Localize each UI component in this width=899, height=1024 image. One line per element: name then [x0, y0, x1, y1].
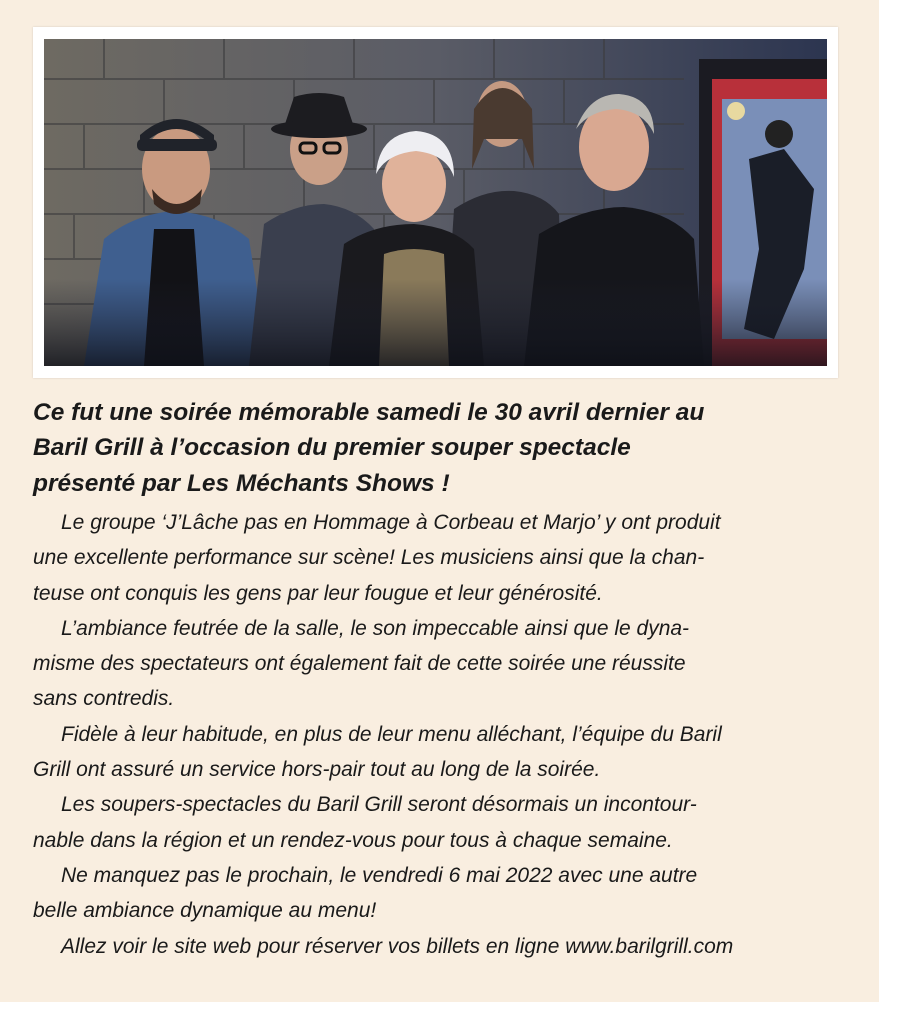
headline-line: Baril Grill à l’occasion du premier souper spectacle — [33, 434, 631, 462]
paragraph — [33, 858, 843, 929]
body-line: une excellente performance sur scène! Les musiciens ainsi que la chan- — [33, 546, 705, 570]
body-line: L’ambiance feutrée de la salle, le son impeccable ainsi que le dyna- — [61, 616, 690, 640]
body-line: belle ambiance dynamique au menu! — [33, 899, 377, 923]
body-line: Le groupe ‘J’Lâche pas en Hommage à Corbeau et Marjo’ y ont produit — [61, 511, 721, 534]
headline-line: Ce fut une soirée mémorable samedi le 30 avril dernier au — [33, 399, 705, 426]
body-line: Fidèle à leur habitude, en plus de leur menu alléchant, l’équipe du Baril — [61, 722, 722, 746]
body-line: Ne manquez pas le prochain, le vendredi 6 mai 2022 avec une autre — [61, 863, 698, 887]
band-photo-illustration — [44, 39, 827, 366]
article-body — [33, 505, 843, 964]
paragraph — [33, 717, 843, 788]
body-line: teuse ont conquis les gens par leur fougue et leur générosité. — [33, 581, 603, 605]
body-line: sans contredis. — [33, 687, 175, 711]
body-line: Les soupers-spectacles du Baril Grill seront désormais un incontour- — [61, 793, 697, 817]
body-line: Grill ont assuré un service hors-pair tout au long de la soirée. — [33, 758, 601, 782]
article-headline — [33, 394, 853, 500]
paragraph — [33, 929, 843, 964]
paragraph — [33, 505, 843, 611]
paragraph — [33, 611, 843, 717]
body-line: misme des spectateurs ont également fait de cette soirée une réussite — [33, 652, 686, 676]
band-photo — [44, 39, 827, 366]
body-line: nable dans la région et un rendez-vous pour tous à chaque semaine. — [33, 828, 673, 852]
photo-frame — [33, 27, 838, 378]
headline-line: présenté par Les Méchants Shows ! — [33, 469, 450, 497]
website-line: Allez voir le site web pour réserver vos billets en ligne www.barilgrill.com — [61, 934, 734, 958]
paragraph — [33, 787, 843, 858]
